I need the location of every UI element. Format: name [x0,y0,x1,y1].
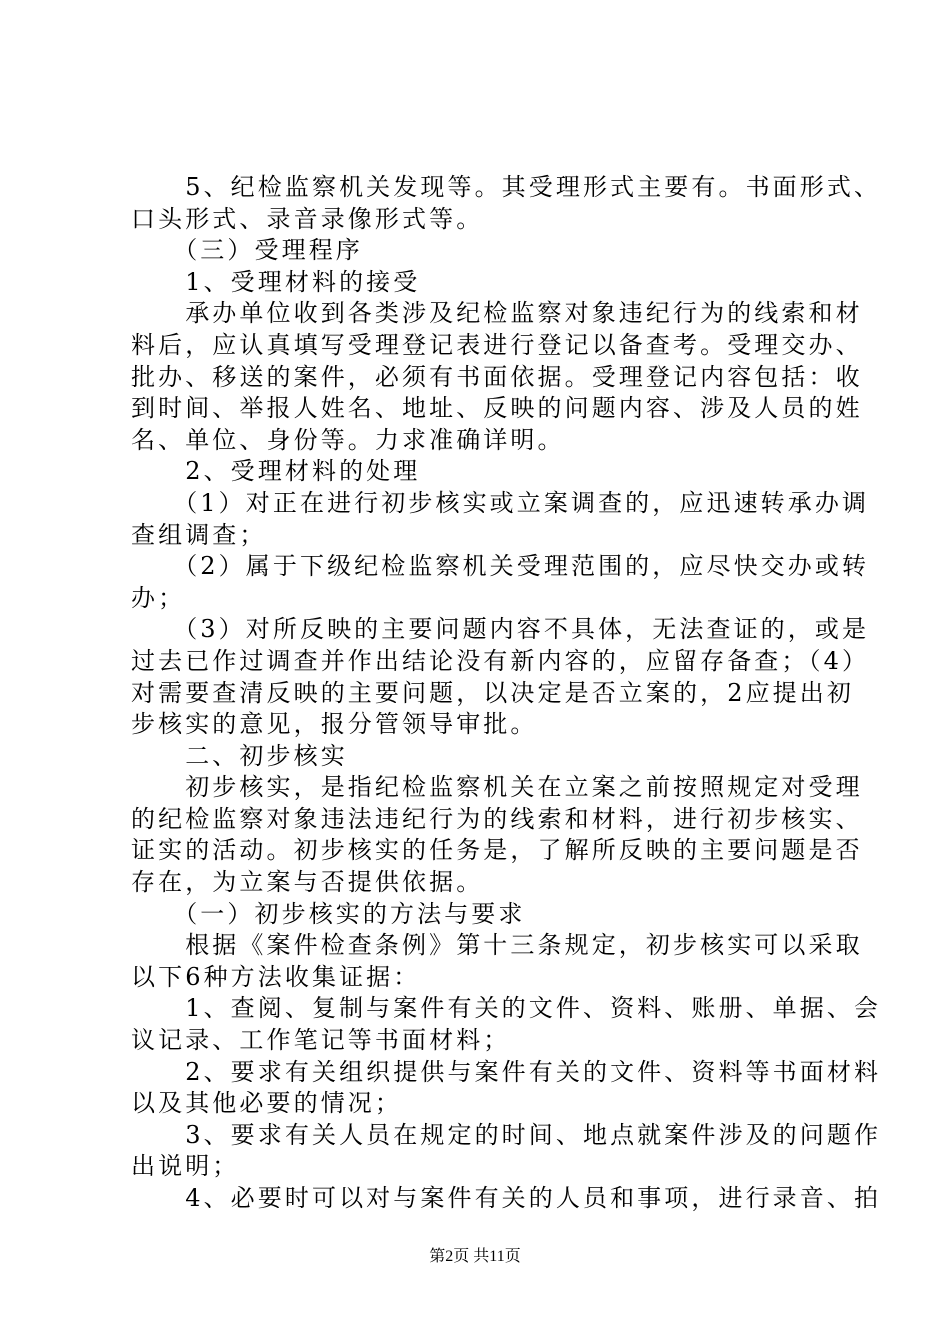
text-line: 步核实的意见，报分管领导审批。 [131,710,538,739]
text-line: （3）对所反映的主要问题内容不具体，无法查证的，或是 [131,615,870,644]
text-line: 1、受理材料的接受 [131,267,421,296]
text-line: 到时间、举报人姓名、地址、反映的问题内容、涉及人员的姓 [131,394,863,423]
text-line: 以及其他必要的情况； [131,1089,402,1118]
text-line: 1、查阅、复制与案件有关的文件、资料、账册、单据、会 [131,994,882,1023]
text-line: 初步核实，是指纪检监察机关在立案之前按照规定对受理 [131,773,863,802]
text-line: 3、要求有关人员在规定的时间、地点就案件涉及的问题作 [131,1120,882,1149]
text-line: 出说明； [131,1152,240,1181]
text-line: （1）对正在进行初步核实或立案调查的，应迅速转承办调 [131,488,870,517]
text-line: 2、受理材料的处理 [131,457,421,486]
text-line: 议记录、工作笔记等书面材料； [131,1026,511,1055]
text-line: （2）属于下级纪检监察机关受理范围的，应尽快交办或转 [131,552,870,581]
text-line: 过去已作过调查并作出结论没有新内容的，应留存备查；（4） [131,646,870,675]
text-line: 料后，应认真填写受理登记表进行登记以备查考。受理交办、 [131,330,863,359]
text-line: 以下6种方法收集证据： [131,962,421,991]
text-line: （一）初步核实的方法与要求 [131,899,526,928]
page-footer: 第2页 共11页 [429,1248,521,1265]
text-line: （三）受理程序 [131,236,363,265]
text-line: 查组调查； [131,520,267,549]
text-line: 办； [131,583,186,612]
text-line: 证实的活动。初步核实的任务是，了解所反映的主要问题是否 [131,836,863,865]
text-line: 存在，为立案与否提供依据。 [131,868,484,897]
text-line: 二、初步核实 [131,741,348,770]
text-line: 批办、移送的案件，必须有书面依据。受理登记内容包括：收 [131,362,863,391]
text-line: 5、纪检监察机关发现等。其受理形式主要有。书面形式、 [131,173,882,201]
text-line: 根据《案件检查条例》第十三条规定，初步核实可以采取 [131,931,863,960]
text-line: 2、要求有关组织提供与案件有关的文件、资料等书面材料 [131,1057,882,1086]
text-line: 的纪检监察对象违法违纪行为的线索和材料，进行初步核实、 [131,804,863,833]
text-line: 承办单位收到各类涉及纪检监察对象违纪行为的线索和材 [131,299,863,328]
text-line: 口头形式、录音录像形式等。 [131,204,484,233]
text-line: 对需要查清反映的主要问题，以决定是否立案的，2应提出初 [131,678,854,707]
text-line: 名、单位、身份等。力求准确详明。 [131,425,565,454]
text-line: 4、必要时可以对与案件有关的人员和事项，进行录音、拍 [131,1184,882,1212]
document-body [131,172,882,1215]
